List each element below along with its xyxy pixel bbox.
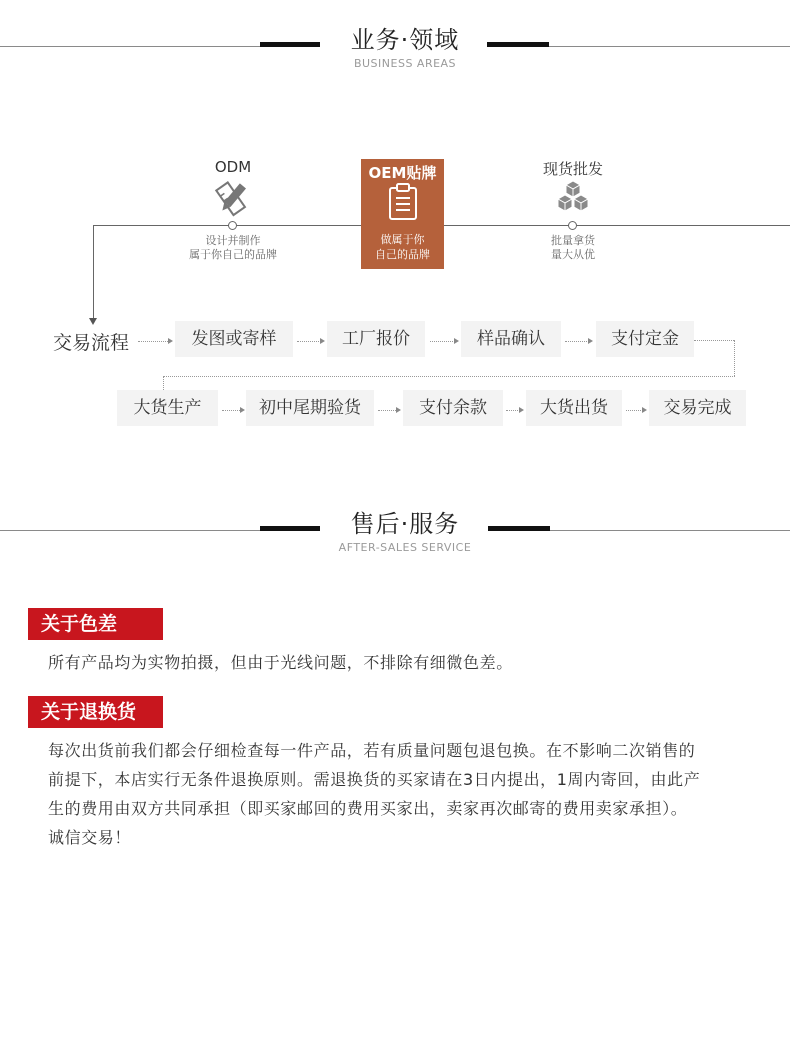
process-label: 交易流程 — [53, 332, 130, 354]
arrow-right-icon — [320, 338, 325, 344]
odm-desc-2: 属于你自己的品牌 — [189, 248, 277, 261]
arrow-right-icon — [240, 407, 245, 413]
arrow-right-icon — [454, 338, 459, 344]
boxes-icon — [556, 180, 590, 214]
stock-desc-2: 量大从优 — [551, 248, 595, 261]
oem-desc-1: 做属于你 — [380, 233, 425, 246]
connector-line — [565, 341, 589, 342]
odm-desc-1: 设计并制作 — [205, 234, 261, 247]
step-factory-quote: 工厂报价 — [327, 321, 425, 357]
odm-label: ODM — [214, 158, 252, 176]
section-subtitle: BUSINESS AREAS — [353, 57, 457, 70]
wrap-connector-top — [694, 340, 734, 341]
arrow-right-icon — [519, 407, 524, 413]
color-diff-tag: 关于色差 — [28, 608, 163, 640]
stock-desc-1: 批量拿货 — [551, 234, 595, 247]
connector-line — [138, 341, 170, 342]
wrap-connector-right — [734, 340, 735, 376]
capability-oem — [361, 159, 444, 269]
step-send-design: 发图或寄样 — [175, 321, 293, 357]
returns-line-2: 前提下，本店实行无条件退换原则。需退换货的买家请在3日内提出，1周内寄回，由此产 — [48, 770, 701, 789]
step-shipment: 大货出货 — [526, 390, 622, 426]
wrap-connector-bottom — [163, 376, 735, 377]
returns-tag: 关于退换货 — [28, 696, 163, 728]
header-rule-right — [549, 46, 790, 47]
connector-line — [506, 410, 520, 411]
color-diff-text: 所有产品均为实物拍摄，但由于光线问题，不排除有细微色差。 — [48, 653, 513, 672]
clipboard-icon — [388, 183, 418, 221]
odm-node — [228, 221, 237, 230]
step-pay-balance: 支付余款 — [403, 390, 503, 426]
connector-line — [297, 341, 321, 342]
section-title: 售后·服务 — [350, 510, 460, 538]
wrap-connector-left — [163, 376, 164, 390]
timeline-drop-line — [93, 225, 94, 321]
section-title: 业务·领域 — [350, 26, 460, 54]
connector-line — [222, 410, 240, 411]
header-rule-left — [0, 46, 260, 47]
arrow-down-icon — [89, 318, 97, 325]
step-sample-confirm: 样品确认 — [461, 321, 561, 357]
oem-desc-2: 自己的品牌 — [375, 248, 430, 261]
arrow-right-icon — [168, 338, 173, 344]
step-inspection: 初中尾期验货 — [246, 390, 374, 426]
stock-node — [568, 221, 577, 230]
connector-line — [378, 410, 396, 411]
stock-label: 现货批发 — [542, 160, 603, 178]
arrow-right-icon — [396, 407, 401, 413]
step-pay-deposit: 支付定金 — [596, 321, 694, 357]
header-rule-left — [0, 530, 260, 531]
returns-line-4: 诚信交易！ — [48, 828, 132, 847]
oem-desc — [361, 232, 444, 262]
returns-text — [48, 736, 788, 852]
pencil-ruler-icon — [214, 181, 250, 217]
header-rule-right — [550, 530, 790, 531]
arrow-right-icon — [588, 338, 593, 344]
step-mass-production: 大货生产 — [117, 390, 218, 426]
returns-line-3: 生的费用由双方共同承担（即买家邮回的费用买家出，卖家再次邮寄的费用卖家承担）。 — [48, 799, 688, 818]
step-complete: 交易完成 — [649, 390, 746, 426]
connector-line — [626, 410, 643, 411]
section-subtitle: AFTER-SALES SERVICE — [338, 541, 472, 554]
oem-label: OEM贴牌 — [368, 164, 437, 182]
returns-line-1: 每次出货前我们都会仔细检查每一件产品，若有质量问题包退包换。在不影响二次销售的 — [48, 741, 696, 760]
arrow-right-icon — [642, 407, 647, 413]
connector-line — [430, 341, 455, 342]
